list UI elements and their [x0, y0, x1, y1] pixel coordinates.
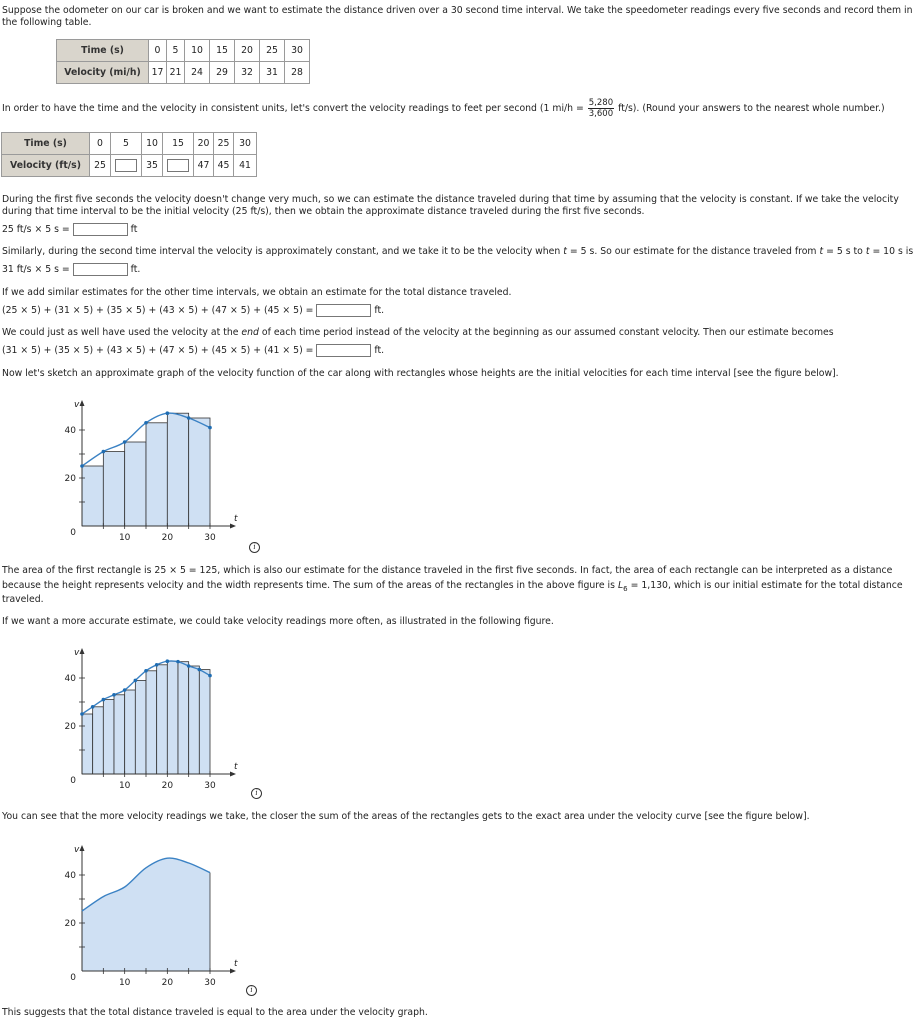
- info-icon[interactable]: i: [246, 985, 257, 996]
- t-axis-arrow: [230, 969, 236, 974]
- figure-six-rectangles: [55, 398, 245, 546]
- second-text-a: Similarly, during the second time interval the velocity is approximately constant, and we take it to be the velocity when: [2, 246, 561, 257]
- second-interval-line: [2, 245, 913, 258]
- area-para-line-1: The area of the first rectangle is 25 × 5 = 125, which is also our estimate for the distance traveled in the first five seconds. In fact, the area of each rectangle can be interpreted as a distance: [2, 565, 893, 576]
- table-cell: 15: [210, 40, 235, 62]
- rectangle-bar: [135, 680, 146, 774]
- table-cell: 31: [260, 62, 285, 84]
- area-under-curve: [82, 858, 210, 971]
- x-tick-label: 30: [204, 781, 216, 791]
- rectangle-bar: [199, 670, 210, 774]
- t-axis-label: t: [234, 514, 238, 524]
- table-cell: 10: [185, 40, 210, 62]
- fraction-denominator: 3,600: [588, 109, 614, 119]
- sample-point: [144, 669, 148, 673]
- table-cell: 30: [285, 40, 310, 62]
- x-tick-label: 20: [161, 533, 174, 543]
- second-unit: ft.: [130, 264, 141, 275]
- t-axis-arrow: [230, 772, 236, 777]
- table-cell: 25: [260, 40, 285, 62]
- y-tick-label: 20: [64, 919, 76, 929]
- sample-point: [187, 664, 191, 668]
- second-text-d: = 10 s is: [872, 246, 913, 257]
- table-cell: 10: [142, 133, 163, 155]
- info-icon[interactable]: i: [251, 788, 262, 799]
- sample-point: [112, 693, 116, 697]
- left-sum-expr: [2, 304, 384, 317]
- origin-label: 0: [70, 973, 76, 983]
- table-row: [57, 62, 310, 84]
- sample-point: [102, 450, 106, 454]
- l-subscript: 6: [623, 584, 628, 593]
- rectangle-bar: [167, 413, 188, 526]
- y-tick-label: 40: [64, 674, 76, 684]
- left-sum-unit: ft.: [374, 305, 385, 316]
- v-axis-arrow: [80, 648, 85, 654]
- figure-area-under-curve: [55, 843, 245, 991]
- second-distance-input[interactable]: [73, 263, 128, 276]
- y-tick-label: 40: [64, 871, 76, 881]
- table-cell: 45: [214, 155, 234, 177]
- t-axis-label: t: [234, 762, 238, 772]
- conversion-fraction: [588, 98, 614, 119]
- origin-label: 0: [70, 528, 76, 538]
- conversion-before: In order to have the time and the velocity in consistent units, let's convert the velocity readings to feet per second (1 mi/h =: [2, 103, 584, 114]
- right-sum-text: [2, 326, 834, 339]
- right-sum-input[interactable]: [316, 344, 371, 357]
- rectangle-bar: [167, 661, 178, 774]
- rectangle-bar: [82, 714, 93, 774]
- right-sum-emphasis: end: [241, 327, 259, 338]
- table-cell: 25: [214, 133, 234, 155]
- closer-text: You can see that the more velocity readings we take, the closer the sum of the areas of the rectangles gets to the exact area under the velocity curve [see the figure below].: [2, 811, 810, 822]
- left-sum-expression: (25 × 5) + (31 × 5) + (35 × 5) + (43 × 5) + (47 × 5) + (45 × 5) =: [2, 305, 314, 316]
- table-cell: 24: [185, 62, 210, 84]
- rectangle-bar: [93, 707, 104, 774]
- accurate-text: If we want a more accurate estimate, we could take velocity readings more often, as illustrated in the following figure.: [2, 616, 554, 627]
- area-para-line-2: [2, 579, 903, 596]
- sample-point: [123, 688, 127, 692]
- intro-line-2: the following table.: [2, 17, 92, 28]
- first-interval-calc: [2, 223, 137, 236]
- x-tick-label: 30: [204, 533, 216, 543]
- sketch-text: Now let's sketch an approximate graph of the velocity function of the car along with rectangles whose heights are the initial velocities for each time interval [see the figure below].: [2, 368, 839, 379]
- sample-point: [198, 668, 202, 672]
- right-sum-unit: ft.: [374, 345, 385, 356]
- left-sum-input[interactable]: [316, 304, 371, 317]
- left-sum-text: If we add similar estimates for the other time intervals, we obtain an estimate for the total distance traveled.: [2, 287, 512, 298]
- y-tick-label: 20: [64, 722, 76, 732]
- sample-point: [155, 663, 159, 667]
- time-header: Time (s): [2, 133, 90, 155]
- x-tick-label: 20: [161, 781, 174, 791]
- v-axis-label: v: [74, 648, 80, 658]
- figure-twelve-rectangles: [55, 646, 245, 794]
- rectangle-bar: [146, 671, 157, 774]
- first-unit: ft: [130, 224, 138, 235]
- table-cell: 41: [234, 155, 257, 177]
- rectangle-bar: [125, 442, 146, 526]
- table-row: [2, 133, 257, 155]
- first-calc-text: 25 ft/s × 5 s =: [2, 224, 70, 235]
- table-cell: 0: [149, 40, 167, 62]
- table-cell: 32: [235, 62, 260, 84]
- sample-point: [187, 416, 191, 420]
- conversion-after: ft/s). (Round your answers to the nearest whole number.): [618, 103, 885, 114]
- rectangle-bar: [178, 662, 189, 774]
- area-para-line-3: traveled.: [2, 594, 44, 605]
- right-sum-expr: [2, 344, 384, 357]
- velocity-5-cell: [111, 155, 142, 177]
- rectangle-bar: [125, 690, 136, 774]
- sample-point: [80, 464, 84, 468]
- v-axis-arrow: [80, 400, 85, 406]
- table-cell: 30: [234, 133, 257, 155]
- intro-line-1: Suppose the odometer on our car is broken and we want to estimate the distance driven over a 30 second time interval. We take the speedometer readings every five seconds and record them in: [2, 5, 913, 16]
- first-interval-line-2: during that time interval to be the initial velocity (25 ft/s), then we obtain the approximate distance traveled during the first five seconds.: [2, 206, 645, 217]
- velocity-5-input[interactable]: [115, 159, 137, 172]
- right-sum-text-b: of each time period instead of the velocity at the beginning as our assumed constant velocity. Then our estimate becomes: [261, 327, 834, 338]
- x-tick-label: 10: [118, 781, 131, 791]
- v-axis-label: v: [74, 400, 80, 410]
- time-header: Time (s): [57, 40, 149, 62]
- sample-point: [208, 674, 212, 678]
- first-distance-input[interactable]: [73, 223, 128, 236]
- second-interval-calc: [2, 263, 140, 276]
- table-cell: 28: [285, 62, 310, 84]
- sample-point: [144, 421, 148, 425]
- conversion-text: [2, 98, 885, 120]
- t-axis-label: t: [234, 959, 238, 969]
- rectangle-bar: [157, 665, 168, 774]
- sample-point: [80, 712, 84, 716]
- sample-point: [134, 679, 138, 683]
- sample-point: [208, 426, 212, 430]
- rectangle-bar: [114, 695, 125, 774]
- table-cell: 17: [149, 62, 167, 84]
- table-row: [2, 155, 257, 177]
- x-tick-label: 10: [118, 533, 131, 543]
- sample-point: [166, 411, 170, 415]
- table-cell: 5: [111, 133, 142, 155]
- rectangle-bar: [146, 423, 167, 526]
- table-row: [57, 40, 310, 62]
- second-calc-text: 31 ft/s × 5 s =: [2, 264, 70, 275]
- velocity-mph-table: [56, 39, 310, 84]
- origin-label: 0: [70, 776, 76, 786]
- right-sum-expression: (31 × 5) + (35 × 5) + (43 × 5) + (47 × 5) + (45 × 5) + (41 × 5) =: [2, 345, 314, 356]
- area-text-a: because the height represents velocity and the width represents time. The sum of the areas of the rectangles in the above figure is: [2, 580, 615, 591]
- v-axis-label: v: [74, 845, 80, 855]
- velocity-header: Velocity (mi/h): [57, 62, 149, 84]
- table-cell: 21: [167, 62, 185, 84]
- velocity-fts-table: [1, 132, 257, 177]
- sample-point: [176, 660, 180, 664]
- second-text-c: = 5 s to: [826, 246, 863, 257]
- info-icon[interactable]: i: [249, 542, 260, 553]
- table-cell: 29: [210, 62, 235, 84]
- table-cell: 15: [163, 133, 194, 155]
- rectangle-bar: [189, 418, 210, 526]
- sample-point: [166, 659, 170, 663]
- table-cell: 0: [90, 133, 111, 155]
- l-variable: L: [617, 580, 624, 591]
- table-cell: 20: [194, 133, 214, 155]
- sample-point: [123, 440, 127, 444]
- y-tick-label: 20: [64, 474, 76, 484]
- rectangle-bar: [189, 666, 200, 774]
- t-variable: t: [865, 246, 870, 257]
- table-cell: 35: [142, 155, 163, 177]
- table-cell: 47: [194, 155, 214, 177]
- v-axis-arrow: [80, 845, 85, 851]
- table-cell: 5: [167, 40, 185, 62]
- velocity-15-cell: [163, 155, 194, 177]
- table-cell: 20: [235, 40, 260, 62]
- x-tick-label: 10: [118, 978, 131, 988]
- rectangle-bar: [82, 466, 103, 526]
- x-tick-label: 20: [161, 978, 174, 988]
- rectangle-bar: [103, 700, 114, 774]
- conclusion-text: This suggests that the total distance traveled is equal to the area under the velocity graph.: [2, 1007, 428, 1018]
- t-variable: t: [563, 246, 567, 257]
- sample-point: [102, 698, 106, 702]
- table-cell: 25: [90, 155, 111, 177]
- right-sum-text-a: We could just as well have used the velocity at the: [2, 327, 239, 338]
- velocity-header: Velocity (ft/s): [2, 155, 90, 177]
- first-interval-line-1: During the first five seconds the velocity doesn't change very much, so we can estimate the distance traveled during that time by assuming that the velocity is constant. If we take the velocity: [2, 194, 899, 205]
- area-text-b: = 1,130, which is our initial estimate for the total distance: [630, 580, 903, 591]
- x-tick-label: 30: [204, 978, 216, 988]
- t-variable: t: [819, 246, 824, 257]
- y-tick-label: 40: [64, 426, 76, 436]
- t-axis-arrow: [230, 524, 236, 529]
- rectangle-bar: [103, 452, 124, 526]
- fraction-numerator: 5,280: [588, 98, 614, 108]
- second-text-b: = 5 s. So our estimate for the distance traveled from: [569, 246, 817, 257]
- velocity-15-input[interactable]: [167, 159, 189, 172]
- sample-point: [91, 705, 95, 709]
